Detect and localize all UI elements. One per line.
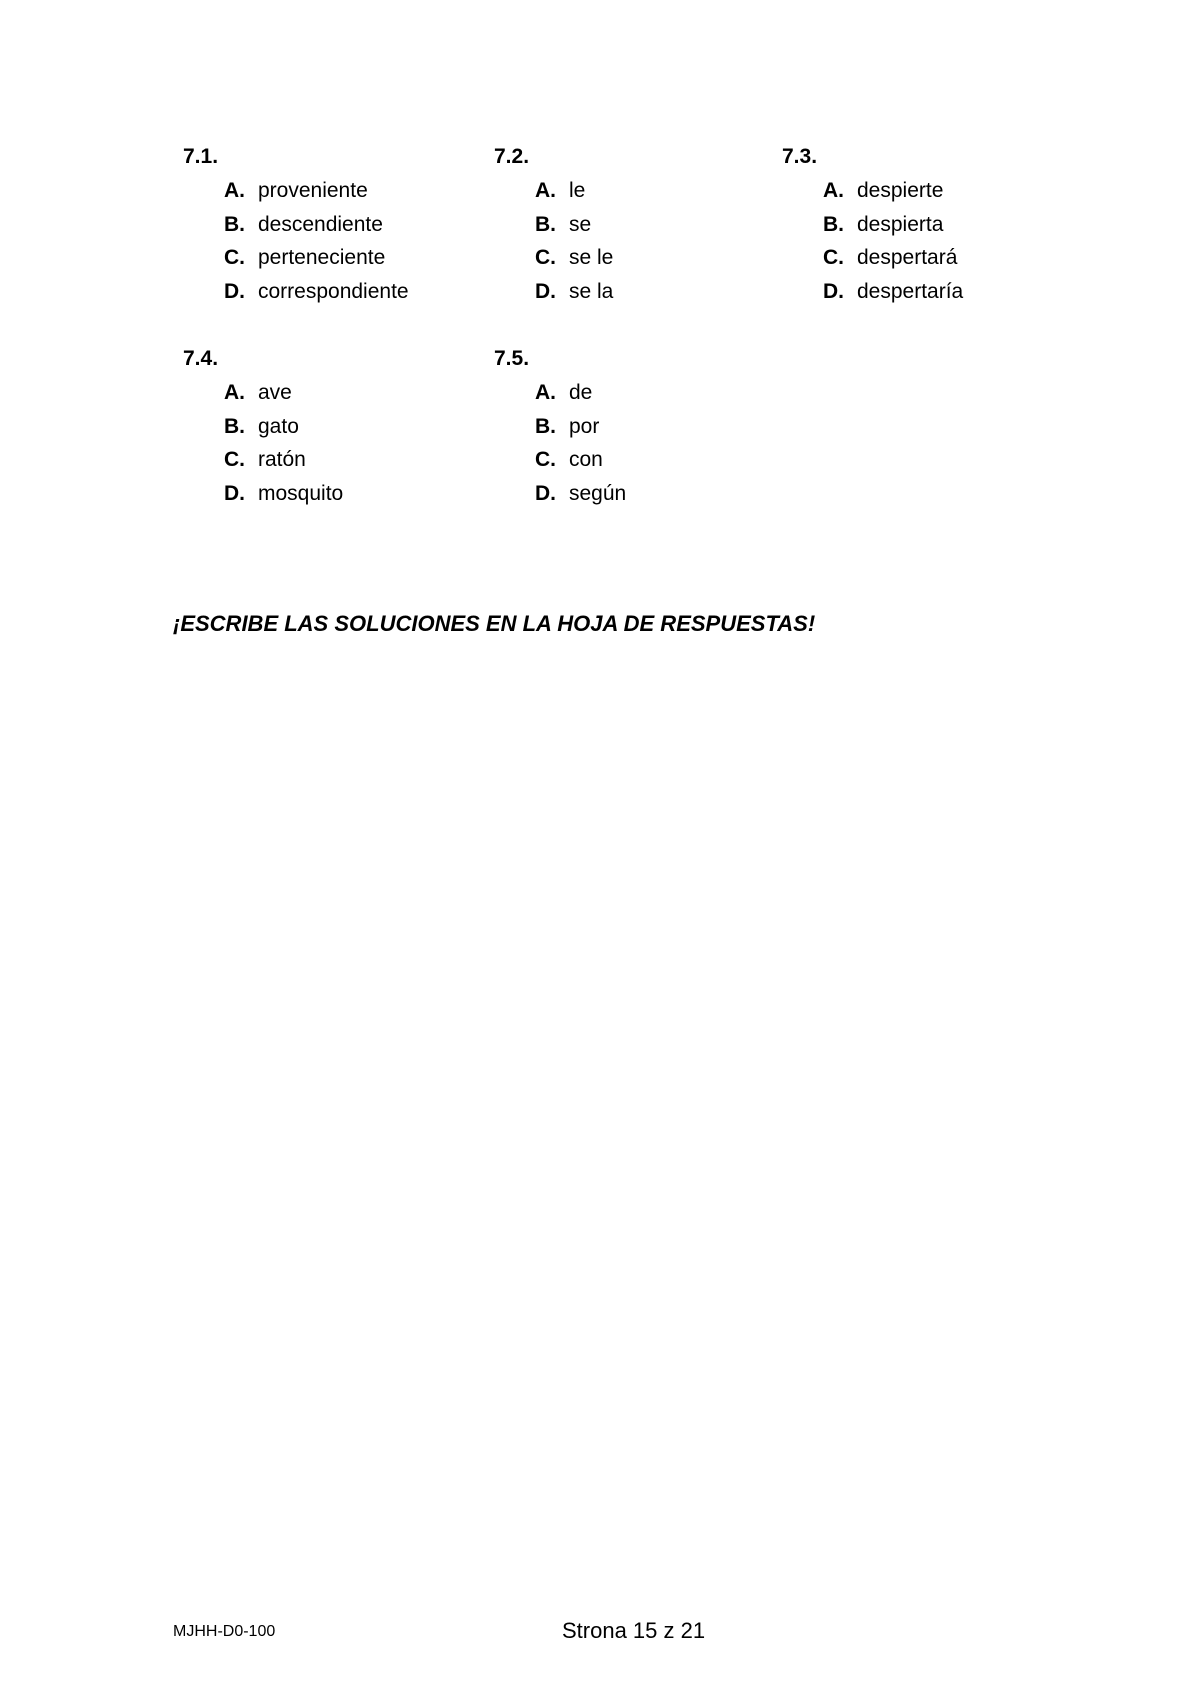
question-number: 7.2. (494, 145, 530, 168)
option-letter: A. (823, 179, 844, 202)
question-number: 7.4. (183, 347, 219, 370)
question-7-4 (183, 347, 343, 515)
option-letter: B. (224, 212, 245, 236)
option-a[interactable] (782, 179, 963, 203)
option-letter: D. (823, 279, 844, 303)
option-letter: B. (535, 212, 556, 236)
option-c[interactable] (494, 448, 626, 472)
option-letter: B. (823, 212, 844, 236)
option-letter: D. (224, 481, 245, 505)
option-letter: C. (823, 246, 844, 269)
option-a[interactable] (494, 179, 613, 203)
option-letter: A. (535, 381, 556, 404)
option-d[interactable] (183, 482, 343, 506)
question-7-2 (494, 145, 613, 313)
option-a[interactable] (183, 381, 343, 405)
option-letter: A. (535, 179, 556, 202)
answer-sheet-instruction: ¡ESCRIBE LAS SOLUCIONES EN LA HOJA DE RESPUESTAS! (173, 611, 816, 636)
option-text: se (569, 212, 592, 236)
question-7-1 (183, 145, 409, 313)
option-letter: D. (224, 279, 245, 303)
option-letter: A. (224, 179, 245, 202)
option-text: de (569, 381, 593, 404)
option-d[interactable] (782, 280, 963, 304)
option-c[interactable] (183, 246, 409, 270)
option-letter: B. (224, 414, 245, 438)
option-b[interactable] (494, 213, 613, 237)
page-number: Strona 15 z 21 (562, 1618, 706, 1643)
option-letter: C. (535, 448, 556, 471)
option-text: proveniente (258, 179, 368, 202)
option-text: ratón (258, 448, 306, 471)
option-text: gato (258, 414, 299, 438)
question-number: 7.3. (782, 145, 818, 168)
option-letter: D. (535, 481, 556, 505)
exam-code: MJHH-D0-100 (173, 1623, 276, 1640)
question-7-5 (494, 347, 626, 515)
option-c[interactable] (494, 246, 613, 270)
option-letter: C. (535, 246, 556, 269)
question-number: 7.5. (494, 347, 530, 370)
option-text: despertaría (857, 279, 964, 303)
option-text: despierte (857, 179, 944, 202)
option-b[interactable] (183, 213, 409, 237)
option-text: ave (258, 381, 292, 404)
option-text: le (569, 179, 586, 202)
option-b[interactable] (494, 415, 626, 439)
option-letter: B. (535, 414, 556, 438)
option-d[interactable] (494, 280, 613, 304)
option-text: despierta (857, 212, 944, 236)
option-text: por (569, 414, 600, 438)
option-text: despertará (857, 246, 958, 269)
option-b[interactable] (183, 415, 343, 439)
question-number: 7.1. (183, 145, 219, 168)
option-text: con (569, 448, 603, 471)
option-text: se la (569, 279, 614, 303)
option-text: se le (569, 246, 614, 269)
option-letter: C. (224, 448, 245, 471)
option-c[interactable] (782, 246, 963, 270)
option-text: descendiente (258, 212, 383, 236)
option-text: perteneciente (258, 246, 386, 269)
option-b[interactable] (782, 213, 963, 237)
option-d[interactable] (494, 482, 626, 506)
option-a[interactable] (183, 179, 409, 203)
option-text: según (569, 481, 627, 505)
option-a[interactable] (494, 381, 626, 405)
question-7-3 (782, 145, 963, 313)
option-letter: C. (224, 246, 245, 269)
option-letter: D. (535, 279, 556, 303)
option-c[interactable] (183, 448, 343, 472)
option-text: mosquito (258, 481, 344, 505)
option-text: correspondiente (258, 279, 409, 303)
option-d[interactable] (183, 280, 409, 304)
option-letter: A. (224, 381, 245, 404)
